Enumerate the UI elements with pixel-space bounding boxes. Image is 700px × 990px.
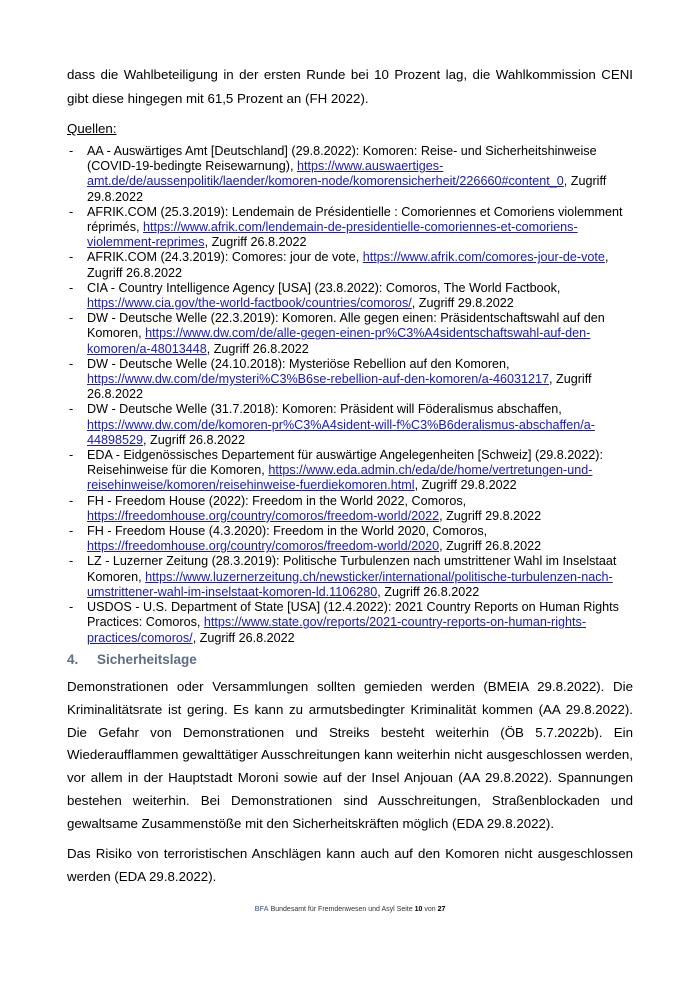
list-dash: -: [69, 600, 74, 615]
source-item: [67, 281, 633, 311]
source-text: DW - Deutsche Welle (22.3.2019): Komoren. Alle gegen einen: Präsidentschaftswahl auf den Komoren,: [87, 311, 605, 341]
source-item: [67, 600, 633, 646]
source-access: , Zugriff 26.8.2022: [87, 372, 592, 402]
source-link[interactable]: https://www.eda.admin.ch/eda/de/home/vertretungen-und-reisehinweise/komoren/reisehinweise-fuerdiekomoren.html: [87, 463, 593, 493]
source-item: [67, 144, 633, 205]
list-dash: -: [69, 356, 74, 371]
source-text: USDOS - U.S. Department of State [USA] (12.4.2022): 2021 Country Reports on Human Rights Practices: Comoros,: [87, 600, 619, 630]
footer-page-total: 27: [437, 906, 446, 913]
list-dash: -: [69, 144, 74, 158]
source-item: [67, 311, 633, 357]
source-access: , Zugriff 29.8.2022: [87, 174, 607, 204]
source-access: , Zugriff 26.8.2022: [143, 432, 246, 447]
source-access: , Zugriff 26.8.2022: [204, 235, 307, 250]
source-item: [67, 357, 633, 403]
footer-org: Bundesamt für Fremdenwesen und Asyl: [270, 906, 395, 913]
source-access: , Zugriff 26.8.2022: [439, 539, 542, 554]
page-footer: [67, 906, 633, 913]
source-item: [67, 205, 633, 251]
source-link[interactable]: https://www.afrik.com/lendemain-de-presidentielle-comoriennes-et-comoriens-violemment-reprimes: [87, 220, 578, 250]
body-paragraph: Demonstrationen oder Versammlungen sollten gemieden werden (BMEIA 29.8.2022). Die Kriminalitätsrate ist gering. Es kann zu armutsbedingter Kriminalität kommen (AA 29.8.2022). Die Gefahr von Demonstrationen und Streiks besteht weiterhin (ÖB 5.7.2022b). Ein Wiederaufflammen gewalttätiger Ausschreitungen kann weiterhin nicht ausgeschlossen werden, vor allem in der Hauptstadt Moroni sowie auf der Insel Anjouan (AA 29.8.2022). Spannungen bestehen weiterhin. Bei Demonstrationen sind Ausschreitungen, Straßenblockaden und gewaltsame Zusammenstöße mit den Sicherheitskräften möglich (EDA 29.8.2022).: [67, 679, 633, 831]
source-text: DW - Deutsche Welle (24.10.2018): Mysteriöse Rebellion auf den Komoren,: [87, 356, 510, 371]
source-text: FH - Freedom House (2022): Freedom in the World 2022, Comoros,: [87, 493, 467, 508]
source-link[interactable]: https://freedomhouse.org/country/comoros/freedom-world/2022: [87, 508, 440, 523]
list-dash: -: [69, 524, 74, 539]
source-item: [67, 250, 633, 280]
sources-list: [67, 144, 633, 646]
source-link[interactable]: https://www.auswaertiges-amt.de/de/aussenpolitik/laender/komoren-node/komorensicherheit/226660#content_0: [87, 159, 564, 189]
list-dash: -: [69, 493, 74, 508]
source-access: , Zugriff 26.8.2022: [192, 630, 295, 645]
list-dash: -: [69, 402, 74, 417]
source-text: DW - Deutsche Welle (31.7.2018): Komoren: Präsident will Föderalismus abschaffen,: [87, 402, 562, 417]
list-dash: -: [69, 250, 74, 265]
source-text: AFRIK.COM (25.3.2019): Lendemain de Présidentielle : Comoriennes et Comoriens violemment réprimés,: [87, 204, 623, 235]
source-link[interactable]: https://www.afrik.com/comores-jour-de-vote: [362, 250, 605, 265]
source-access: , Zugriff 26.8.2022: [377, 584, 480, 599]
source-item: [67, 494, 633, 524]
source-text: AA - Auswärtiges Amt [Deutschland] (29.8.2022): Komoren: Reise- und Sicherheitshinweise (COVID-19-bedingte Reisewarnung),: [87, 144, 597, 174]
source-text: FH - Freedom House (4.3.2020): Freedom in the World 2020, Comoros,: [87, 524, 488, 539]
list-dash: -: [69, 280, 74, 295]
sources-heading: Quellen:: [67, 121, 117, 136]
source-link[interactable]: https://www.cia.gov/the-world-factbook/countries/comoros/: [87, 296, 412, 311]
section-title: Sicherheitslage: [97, 652, 197, 667]
source-link[interactable]: https://www.dw.com/de/alle-gegen-einen-pr%C3%A4sidentschaftswahl-auf-den-komoren/a-48013448: [87, 326, 591, 356]
footer-of-label: von: [424, 906, 436, 913]
source-access: , Zugriff 26.8.2022: [87, 250, 609, 280]
list-dash: -: [69, 311, 74, 326]
list-dash: -: [69, 554, 74, 569]
footer-brand: BFA: [254, 906, 269, 913]
source-item: [67, 402, 633, 448]
section-number: 4.: [67, 652, 79, 667]
footer-page-number: 10: [414, 906, 423, 913]
source-text: AFRIK.COM (24.3.2019): Comores: jour de vote,: [87, 250, 360, 265]
source-access: , Zugriff 29.8.2022: [414, 478, 517, 493]
body-paragraph: Das Risiko von terroristischen Anschlägen kann auch auf den Komoren nicht ausgeschlossen werden (EDA 29.8.2022).: [67, 846, 633, 884]
list-dash: -: [69, 204, 74, 219]
source-text: LZ - Luzerner Zeitung (28.3.2019): Politische Turbulenzen nach umstrittener Wahl im Inselstaat Komoren,: [87, 554, 617, 584]
source-item: [67, 524, 633, 554]
footer-page-label: Seite: [396, 906, 413, 913]
source-access: , Zugriff 29.8.2022: [439, 508, 542, 523]
source-item: [67, 448, 633, 494]
source-link[interactable]: https://www.luzernerzeitung.ch/newsticker/international/politische-turbulenzen-nach-umstrittener-wahl-im-inselstaat-komoren-ld.1106280: [87, 569, 613, 599]
source-access: , Zugriff 29.8.2022: [411, 296, 514, 311]
section-heading: [67, 652, 197, 667]
source-link[interactable]: https://www.dw.com/de/mysteri%C3%B6se-rebellion-auf-den-komoren/a-46031217: [87, 372, 549, 387]
source-text: EDA - Eidgenössisches Departement für auswärtige Angelegenheiten [Schweiz] (29.8.2022): Reisehinweise für die Komoren,: [87, 448, 603, 478]
source-link[interactable]: https://www.dw.com/de/komoren-pr%C3%A4sident-will-f%C3%B6deralismus-abschaffen/a-44898529: [87, 417, 595, 447]
list-dash: -: [69, 448, 74, 463]
source-access: , Zugriff 26.8.2022: [206, 341, 309, 356]
intro-paragraph: dass die Wahlbeteiligung in der ersten Runde bei 10 Prozent lag, die Wahlkommission CENI gibt diese hingegen mit 61,5 Prozent an (FH 2022).: [67, 67, 633, 106]
source-item: [67, 554, 633, 600]
source-link[interactable]: https://www.state.gov/reports/2021-country-reports-on-human-rights-practices/comoros/: [87, 615, 587, 645]
source-text: CIA - Country Intelligence Agency [USA] (23.8.2022): Comoros, The World Factbook,: [87, 280, 561, 295]
source-link[interactable]: https://freedomhouse.org/country/comoros/freedom-world/2020: [87, 539, 440, 554]
